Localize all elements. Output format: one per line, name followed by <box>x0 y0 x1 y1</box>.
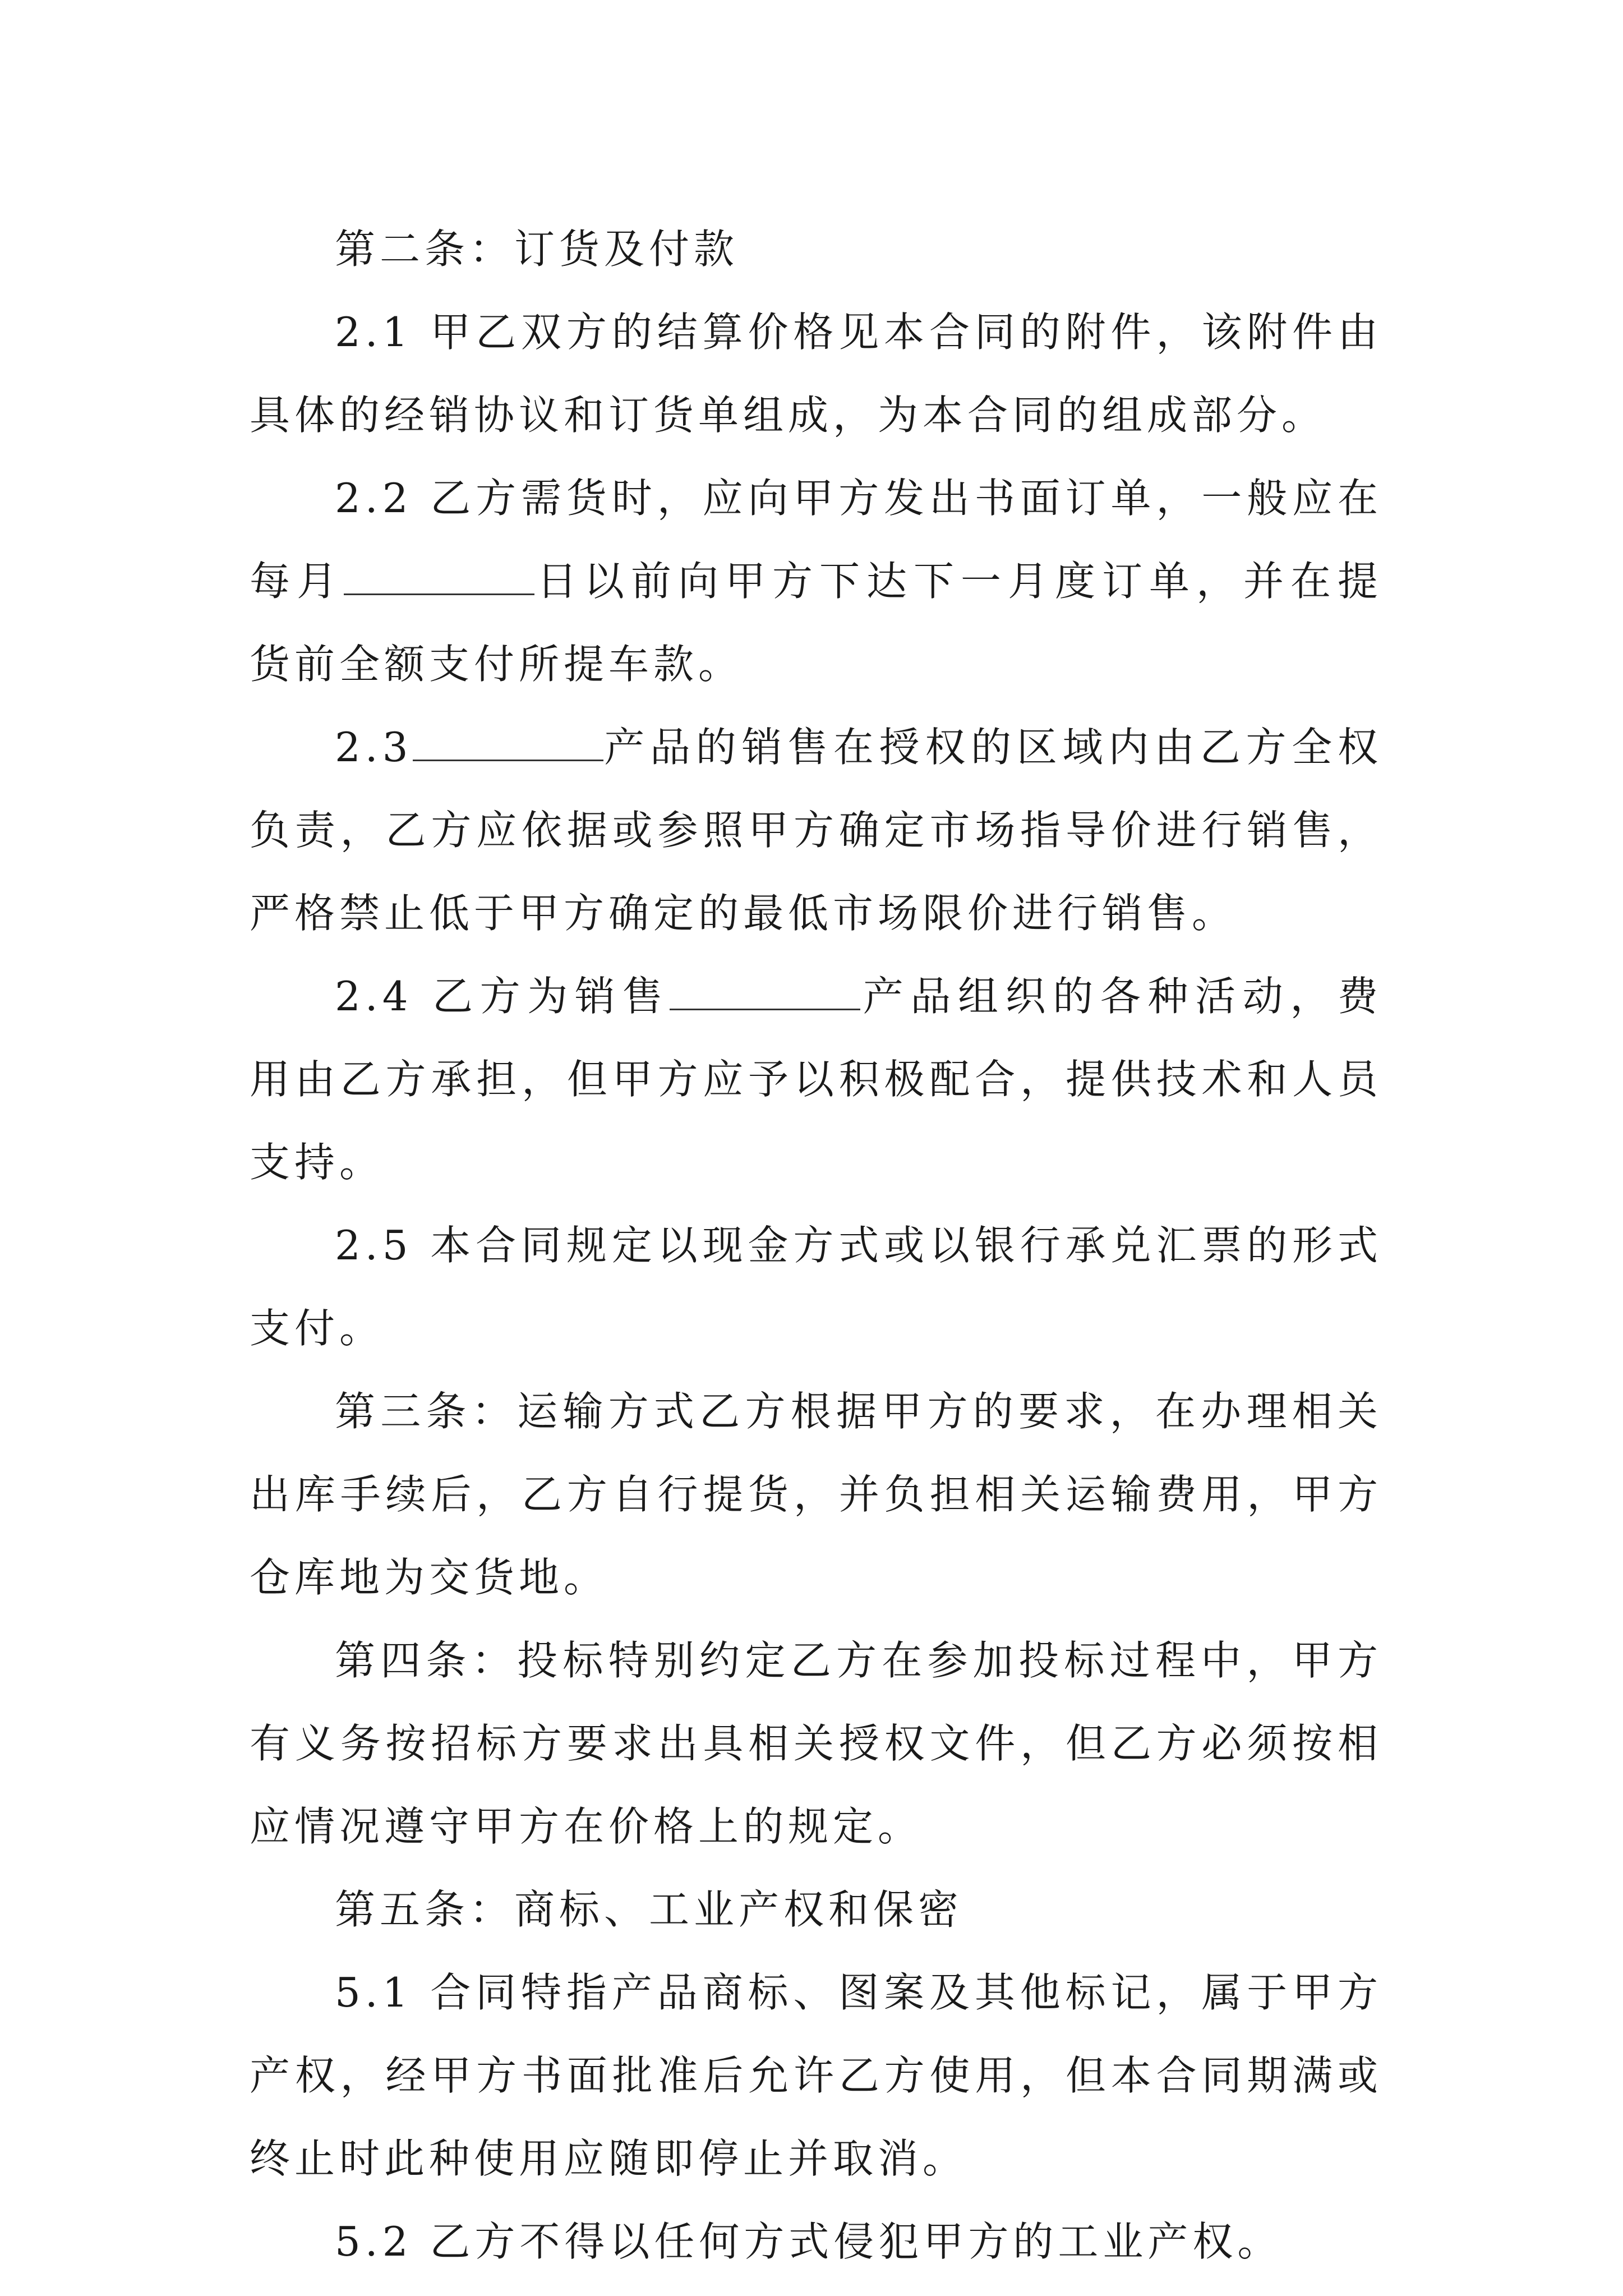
clause-2-4 <box>250 955 1382 1204</box>
clause-2-5 <box>250 1204 1382 1370</box>
paragraph-text: 2.4 乙方为销售 <box>335 973 670 1020</box>
article-2-heading <box>250 208 1382 291</box>
paragraph-text: 第二条：订货及付款 <box>335 226 739 273</box>
fill-in-blank-day <box>344 561 534 595</box>
paragraph-text: 2.3 <box>335 724 413 771</box>
clause-5-2 <box>250 2200 1382 2283</box>
paragraph-text: 日以前向甲方下达下一月度订单，并在提货前全额支付所提车款。 <box>250 558 1382 688</box>
clause-2-3 <box>250 706 1382 955</box>
document-page <box>250 208 1382 2283</box>
paragraph-text: 第五条：商标、工业产权和保密 <box>335 1886 963 1933</box>
paragraph-text: 第三条：运输方式乙方根据甲方的要求，在办理相关出库手续后，乙方自行提货，并负担相关运输费用，甲方仓库地为交货地。 <box>250 1388 1382 1601</box>
article-3 <box>250 1370 1382 1619</box>
fill-in-blank-product <box>670 976 860 1010</box>
paragraph-text: 5.2 乙方不得以任何方式侵犯甲方的工业产权。 <box>335 2218 1283 2265</box>
paragraph-text: 2.5 本合同规定以现金方式或以银行承兑汇票的形式支付。 <box>250 1222 1382 1352</box>
clause-5-1 <box>250 1951 1382 2200</box>
paragraph-text: 第四条：投标特别约定乙方在参加投标过程中，甲方有义务按招标方要求出具相关授权文件，但乙方必须按相应情况遵守甲方在价格上的规定。 <box>250 1637 1382 1850</box>
fill-in-blank-product <box>413 727 603 761</box>
paragraph-text: 2.1 甲乙双方的结算价格见本合同的附件，该附件由具体的经销协议和订货单组成，为本合同的组成部分。 <box>250 309 1382 439</box>
paragraph-text: 5.1 合同特指产品商标、图案及其他标记，属于甲方产权，经甲方书面批准后允许乙方使用，但本合同期满或终止时此种使用应随即停止并取消。 <box>250 1969 1382 2182</box>
clause-2-1 <box>250 291 1382 457</box>
article-5-heading <box>250 1868 1382 1951</box>
paragraph-text: 2.2 乙方需货时，应向甲方发出书面订单，一般应在每月 <box>250 475 1382 605</box>
paragraph-text: 产品组织的各种活动，费用由乙方承担，但甲方应予以积极配合，提供技术和人员支持。 <box>250 973 1382 1186</box>
clause-2-2 <box>250 457 1382 706</box>
paragraph-text: 产品的销售在授权的区域内由乙方全权负责，乙方应依据或参照甲方确定市场指导价进行销售，严格禁止低于甲方确定的最低市场限价进行销售。 <box>250 724 1382 937</box>
article-4 <box>250 1619 1382 1868</box>
